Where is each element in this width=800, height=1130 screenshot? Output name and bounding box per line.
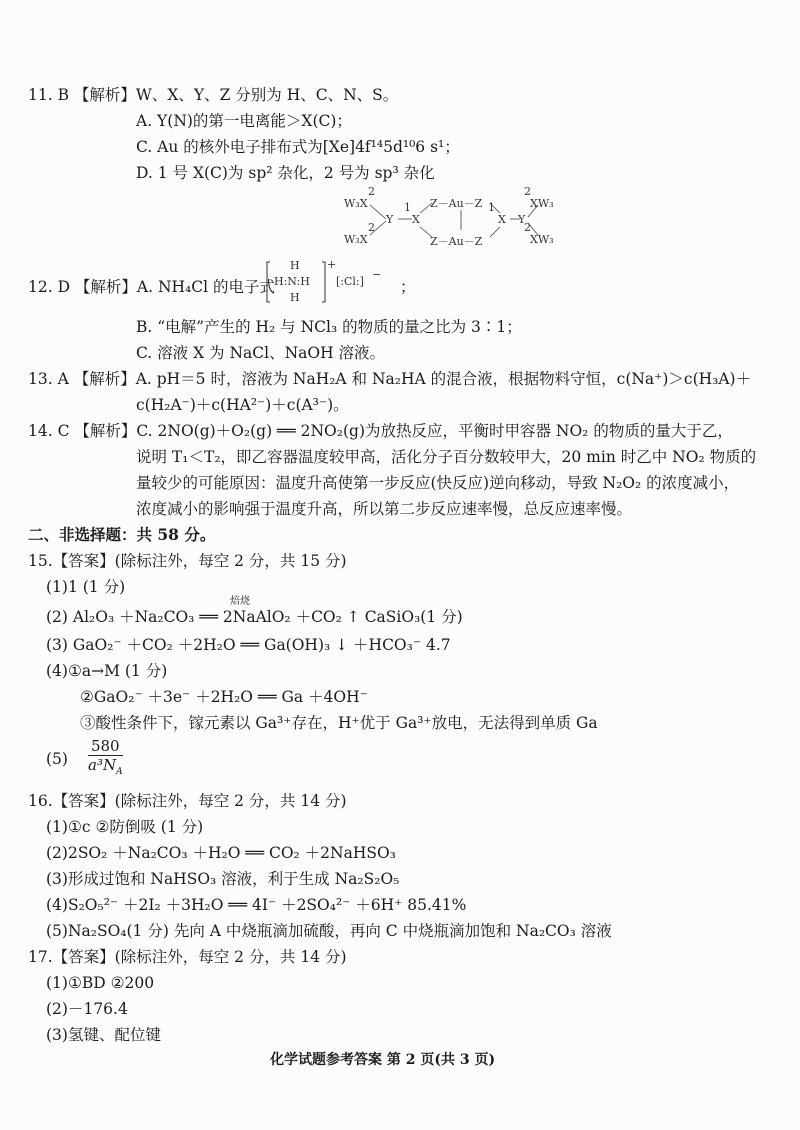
q16-header: 16.【答案】(除标注外，每空 2 分，共 14 分) [28,792,347,810]
q12-semicolon: ； [400,278,416,296]
q15-part2: (2) Al₂O₃ ＋Na₂CO₃ ══ 2NaAlO₂ ＋CO₂ ↑ CaSiO₃(1 分) [46,608,463,626]
label-2d: 2 [524,221,531,234]
q12-option-c: C. 溶液 X 为 NaCl、NaOH 溶液。 [136,344,386,362]
q15-header: 15.【答案】(除标注外，每空 2 分，共 15 分) [28,552,347,570]
q15-part4a: (4)①a→M (1 分) [46,662,168,680]
q14-line1: 14. C 【解析】C. 2NO(g)＋O₂(g) ══ 2NO₂(g)为放热反应，平衡时甲容器 NO₂ 的物质的量大于乙， [28,422,733,440]
label-2a: 2 [368,185,375,198]
q15-part5-label: (5) [46,750,68,768]
xw3-top: XW₃ [530,197,554,210]
q11-header: 11. B 【解析】W、X、Y、Z 分别为 H、C、N、S。 [28,86,399,104]
atom-y-right: Y [518,213,526,226]
q11-option-a: A. Y(N)的第一电离能＞X(C)； [136,112,352,130]
q11-option-d: D. 1 号 X(C)为 sp² 杂化，2 号为 sp³ 杂化 [136,164,435,182]
lewis-center: H:N:H [274,275,310,288]
q15-condition: 焙烧 [230,596,250,607]
xw3-bottom: XW₃ [530,233,554,246]
q16-part4: (4)S₂O₅²⁻ ＋2I₂ ＋3H₂O ══ 4I⁻ ＋2SO₄²⁻ ＋6H⁺ 85.41% [46,896,467,914]
q15-part4b: ②GaO₂⁻ ＋3e⁻ ＋2H₂O ══ Ga ＋4OH⁻ [80,688,368,706]
label-2b: 2 [368,221,375,234]
atom-y-left: Y [386,213,394,226]
q11-structure-diagram [340,183,560,255]
q16-part1: (1)①c ②防倒吸 (1 分) [46,818,204,836]
lewis-cl: [:Cl:] [336,275,364,288]
q14-line3: 量较少的可能原因：温度升高使第一步反应(快反应)逆向移动，导致 N₂O₂ 的浓度减小， [136,474,740,492]
q15-part3: (3) GaO₂⁻ ＋CO₂ ＋2H₂O ══ Ga(OH)₃ ↓ ＋HCO₃⁻ 4.7 [46,636,451,654]
q12-option-b: B. “电解”产生的 H₂ 与 NCl₃ 的物质的量之比为 3∶1； [136,318,522,336]
lewis-h-top: H [290,259,300,272]
z-au-z-top: Z－Au－Z [430,197,483,210]
q17-part2: (2)－176.4 [46,1000,128,1018]
lewis-h-bottom: H [290,291,300,304]
w3x-bottom: W₃X [344,233,368,246]
q15-part4c: ③酸性条件下，镓元素以 Ga³⁺存在，H⁺优于 Ga³⁺放电，无法得到单质 Ga [80,714,598,732]
lewis-minus: − [372,268,382,281]
atom-x-left: X [412,213,420,226]
q17-header: 17.【答案】(除标注外，每空 2 分，共 14 分) [28,948,347,966]
fraction-denominator: a³N [88,756,117,774]
q15-part1: (1)1 (1 分) [46,578,126,596]
q16-part2: (2)2SO₂ ＋Na₂CO₃ ＋H₂O ══ CO₂ ＋2NaHSO₃ [46,844,396,862]
label-2c: 2 [524,185,531,198]
q13-line2: c(H₂A⁻)＋c(HA²⁻)＋c(A³⁻)。 [136,396,349,414]
nh4cl-electron-formula [266,258,396,306]
q15-fraction [88,737,123,779]
q13-line1: 13. A 【解析】A. pH＝5 时，溶液为 NaH₂A 和 Na₂HA 的混合液，根据物料守恒，c(Na⁺)＞c(H₃A)＋ [28,370,752,388]
z-au-z-bottom: Z－Au－Z [430,235,483,248]
w3x-top: W₃X [344,197,368,210]
label-1b: 1 [488,201,495,214]
q14-line4: 浓度减小的影响强于温度升高，所以第二步反应速率慢，总反应速率慢。 [136,500,633,518]
lewis-plus: + [327,258,337,271]
fraction-numerator: 580 [88,737,123,756]
page-footer: 化学试题参考答案 第 2 页(共 3 页) [270,1052,496,1068]
atom-x-right: X [498,213,506,226]
fraction-subscript: A [116,767,123,777]
q11-option-c: C. Au 的核外电子排布式为[Xe]4f¹⁴5d¹⁰6 s¹； [136,138,460,156]
q16-part3: (3)形成过饱和 NaHSO₃ 溶液，利于生成 Na₂S₂O₅ [46,870,400,888]
q17-part3: (3)氢键、配位键 [46,1026,161,1044]
q17-part1: (1)①BD ②200 [46,974,155,992]
q12-header: 12. D 【解析】A. NH₄Cl 的电子式 [28,278,276,296]
section-2-title: 二、非选择题：共 58 分。 [28,525,216,544]
label-1a: 1 [404,201,411,214]
q16-part5: (5)Na₂SO₄(1 分) 先向 A 中烧瓶滴加硫酸，再向 C 中烧瓶滴加饱和 Na₂CO₃ 溶液 [46,922,612,940]
q14-line2: 说明 T₁＜T₂，即乙容器温度较甲高，活化分子百分数较甲大，20 min 时乙中 NO₂ 物质的 [136,448,757,466]
